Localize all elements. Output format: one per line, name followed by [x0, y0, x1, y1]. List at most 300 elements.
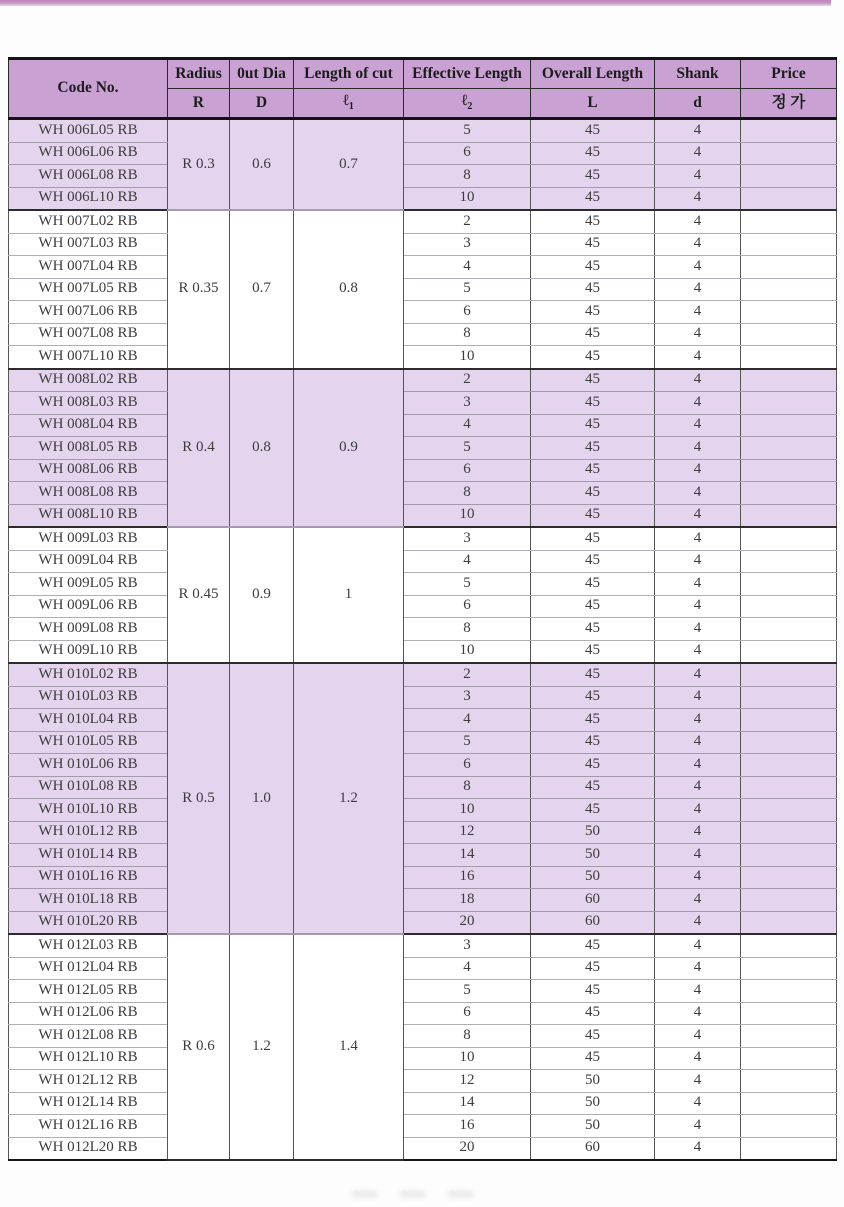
code-cell: WH 007L05 RB: [9, 278, 168, 301]
effective-length-cell: 2: [404, 210, 531, 233]
out-dia-cell: 0.9: [230, 527, 294, 663]
price-cell: [741, 663, 837, 686]
price-cell: [741, 709, 837, 732]
price-cell: [741, 187, 837, 210]
code-cell: WH 012L03 RB: [9, 934, 168, 957]
effective-length-cell: 6: [404, 459, 531, 482]
col-subheader-l2: ℓ$_2$: [404, 89, 531, 119]
col-header-effective-length: Effective Length: [404, 59, 531, 89]
code-cell: WH 012L12 RB: [9, 1070, 168, 1093]
price-cell: [741, 889, 837, 912]
price-cell: [741, 233, 837, 256]
shank-cell: 4: [655, 866, 741, 889]
price-cell: [741, 165, 837, 188]
effective-length-cell: 6: [404, 142, 531, 165]
effective-length-cell: 12: [404, 821, 531, 844]
price-cell: [741, 504, 837, 527]
code-cell: WH 012L06 RB: [9, 1002, 168, 1025]
shank-cell: 4: [655, 754, 741, 777]
overall-length-cell: 45: [531, 414, 655, 437]
shank-cell: 4: [655, 346, 741, 369]
table-row: [9, 210, 837, 233]
table-row: [9, 1137, 837, 1160]
overall-length-cell: 45: [531, 165, 655, 188]
code-cell: WH 007L10 RB: [9, 346, 168, 369]
price-cell: [741, 731, 837, 754]
col-subheader-L: L: [531, 89, 655, 119]
overall-length-cell: 45: [531, 1002, 655, 1025]
code-cell: WH 010L04 RB: [9, 709, 168, 732]
shank-cell: 4: [655, 1025, 741, 1048]
code-cell: WH 010L06 RB: [9, 754, 168, 777]
col-header-overall-length: Overall Length: [531, 59, 655, 89]
shank-cell: 4: [655, 142, 741, 165]
out-dia-cell: 1.2: [230, 934, 294, 1160]
price-cell: [741, 1025, 837, 1048]
price-cell: [741, 210, 837, 233]
price-cell: [741, 119, 837, 143]
code-cell: WH 012L16 RB: [9, 1115, 168, 1138]
effective-length-cell: 6: [404, 595, 531, 618]
shank-cell: 4: [655, 731, 741, 754]
shank-cell: 4: [655, 686, 741, 709]
shank-cell: 4: [655, 821, 741, 844]
code-cell: WH 010L16 RB: [9, 866, 168, 889]
code-cell: WH 009L05 RB: [9, 573, 168, 596]
table-row: [9, 640, 837, 663]
overall-length-cell: 50: [531, 866, 655, 889]
price-cell: [741, 844, 837, 867]
effective-length-cell: 16: [404, 1115, 531, 1138]
price-cell: [741, 369, 837, 392]
overall-length-cell: 45: [531, 573, 655, 596]
table-row: [9, 911, 837, 934]
effective-length-cell: 8: [404, 618, 531, 641]
table-row: [9, 301, 837, 324]
code-cell: WH 010L02 RB: [9, 663, 168, 686]
effective-length-cell: 20: [404, 1137, 531, 1160]
code-cell: WH 008L03 RB: [9, 392, 168, 415]
code-cell: WH 012L04 RB: [9, 957, 168, 980]
effective-length-cell: 5: [404, 278, 531, 301]
col-header-length-of-cut: Length of cut: [294, 59, 404, 89]
shank-cell: 4: [655, 709, 741, 732]
overall-length-cell: 45: [531, 663, 655, 686]
shank-cell: 4: [655, 911, 741, 934]
effective-length-cell: 5: [404, 573, 531, 596]
price-cell: [741, 278, 837, 301]
code-cell: WH 008L02 RB: [9, 369, 168, 392]
length-of-cut-cell: 1.4: [294, 934, 404, 1160]
effective-length-cell: 3: [404, 392, 531, 415]
table-row: [9, 369, 837, 392]
table-row: [9, 256, 837, 279]
code-cell: WH 009L06 RB: [9, 595, 168, 618]
overall-length-cell: 45: [531, 640, 655, 663]
effective-length-cell: 10: [404, 1047, 531, 1070]
overall-length-cell: 50: [531, 844, 655, 867]
effective-length-cell: 3: [404, 934, 531, 957]
price-cell: [741, 821, 837, 844]
overall-length-cell: 45: [531, 301, 655, 324]
code-cell: WH 010L20 RB: [9, 911, 168, 934]
overall-length-cell: 45: [531, 459, 655, 482]
overall-length-cell: 45: [531, 618, 655, 641]
code-cell: WH 008L05 RB: [9, 437, 168, 460]
code-cell: WH 009L10 RB: [9, 640, 168, 663]
code-cell: WH 008L08 RB: [9, 482, 168, 505]
price-cell: [741, 799, 837, 822]
overall-length-cell: 45: [531, 1025, 655, 1048]
price-cell: [741, 1092, 837, 1115]
overall-length-cell: 60: [531, 889, 655, 912]
col-header-out-dia: 0ut Dia: [230, 59, 294, 89]
code-cell: WH 009L03 RB: [9, 527, 168, 550]
table-row: [9, 709, 837, 732]
price-cell: [741, 346, 837, 369]
shank-cell: 4: [655, 256, 741, 279]
price-cell: [741, 550, 837, 573]
shank-cell: 4: [655, 369, 741, 392]
code-cell: WH 009L08 RB: [9, 618, 168, 641]
top-accent-bar: [0, 0, 831, 6]
code-cell: WH 009L04 RB: [9, 550, 168, 573]
code-cell: WH 012L05 RB: [9, 980, 168, 1003]
effective-length-cell: 5: [404, 731, 531, 754]
overall-length-cell: 45: [531, 595, 655, 618]
table-row: [9, 482, 837, 505]
code-cell: WH 010L10 RB: [9, 799, 168, 822]
overall-length-cell: 60: [531, 911, 655, 934]
length-of-cut-cell: 0.7: [294, 119, 404, 211]
effective-length-cell: 14: [404, 1092, 531, 1115]
effective-length-cell: 4: [404, 256, 531, 279]
col-subheader-d: D: [230, 89, 294, 119]
overall-length-cell: 45: [531, 799, 655, 822]
price-cell: [741, 640, 837, 663]
effective-length-cell: 6: [404, 754, 531, 777]
overall-length-cell: 45: [531, 957, 655, 980]
effective-length-cell: 8: [404, 776, 531, 799]
radius-cell: R 0.35: [168, 210, 230, 369]
price-cell: [741, 459, 837, 482]
effective-length-cell: 4: [404, 550, 531, 573]
shank-cell: 4: [655, 504, 741, 527]
table-row: [9, 866, 837, 889]
effective-length-cell: 5: [404, 437, 531, 460]
code-cell: WH 007L06 RB: [9, 301, 168, 324]
overall-length-cell: 45: [531, 346, 655, 369]
overall-length-cell: 45: [531, 731, 655, 754]
col-subheader-price-kr: 정 가: [741, 89, 837, 119]
price-cell: [741, 754, 837, 777]
code-cell: WH 010L03 RB: [9, 686, 168, 709]
effective-length-cell: 10: [404, 187, 531, 210]
table-row: [9, 731, 837, 754]
shank-cell: 4: [655, 459, 741, 482]
effective-length-cell: 8: [404, 1025, 531, 1048]
effective-length-cell: 10: [404, 799, 531, 822]
table-row: [9, 527, 837, 550]
code-cell: WH 010L12 RB: [9, 821, 168, 844]
overall-length-cell: 45: [531, 934, 655, 957]
overall-length-cell: 45: [531, 686, 655, 709]
effective-length-cell: 16: [404, 866, 531, 889]
code-cell: WH 010L08 RB: [9, 776, 168, 799]
col-subheader-d-shank: d: [655, 89, 741, 119]
shank-cell: 4: [655, 437, 741, 460]
table-row: [9, 142, 837, 165]
overall-length-cell: 50: [531, 1115, 655, 1138]
effective-length-cell: 5: [404, 119, 531, 143]
price-cell: [741, 1070, 837, 1093]
table-body: [9, 119, 837, 1161]
table-row: [9, 1047, 837, 1070]
table-row: [9, 165, 837, 188]
overall-length-cell: 45: [531, 187, 655, 210]
shank-cell: 4: [655, 1047, 741, 1070]
effective-length-cell: 20: [404, 911, 531, 934]
code-cell: WH 007L03 RB: [9, 233, 168, 256]
price-cell: [741, 527, 837, 550]
table-header: [9, 59, 837, 119]
table-row: [9, 980, 837, 1003]
price-cell: [741, 256, 837, 279]
shank-cell: 4: [655, 573, 741, 596]
table-row: [9, 595, 837, 618]
shank-cell: 4: [655, 414, 741, 437]
price-cell: [741, 437, 837, 460]
effective-length-cell: 8: [404, 165, 531, 188]
price-cell: [741, 776, 837, 799]
price-cell: [741, 686, 837, 709]
overall-length-cell: 45: [531, 142, 655, 165]
shank-cell: 4: [655, 233, 741, 256]
code-cell: WH 008L06 RB: [9, 459, 168, 482]
price-cell: [741, 618, 837, 641]
table-row: [9, 550, 837, 573]
code-cell: WH 010L14 RB: [9, 844, 168, 867]
shank-cell: 4: [655, 980, 741, 1003]
code-cell: WH 006L06 RB: [9, 142, 168, 165]
radius-cell: R 0.4: [168, 369, 230, 528]
shank-cell: 4: [655, 844, 741, 867]
shank-cell: 4: [655, 278, 741, 301]
col-subheader-r: R: [168, 89, 230, 119]
table-row: [9, 346, 837, 369]
product-spec-table: [8, 57, 837, 1161]
table-row: [9, 1002, 837, 1025]
radius-cell: R 0.45: [168, 527, 230, 663]
code-cell: WH 006L05 RB: [9, 119, 168, 143]
price-cell: [741, 414, 837, 437]
shank-cell: 4: [655, 1070, 741, 1093]
effective-length-cell: 14: [404, 844, 531, 867]
shank-cell: 4: [655, 889, 741, 912]
code-cell: WH 007L08 RB: [9, 323, 168, 346]
shank-cell: 4: [655, 799, 741, 822]
price-cell: [741, 1047, 837, 1070]
shank-cell: 4: [655, 1115, 741, 1138]
out-dia-cell: 0.8: [230, 369, 294, 528]
table-row: [9, 459, 837, 482]
effective-length-cell: 8: [404, 482, 531, 505]
effective-length-cell: 18: [404, 889, 531, 912]
effective-length-cell: 3: [404, 686, 531, 709]
table-row: [9, 1025, 837, 1048]
table-row: [9, 1070, 837, 1093]
effective-length-cell: 10: [404, 640, 531, 663]
price-cell: [741, 482, 837, 505]
table-row: [9, 1092, 837, 1115]
col-subheader-l1: ℓ$_1$: [294, 89, 404, 119]
overall-length-cell: 45: [531, 709, 655, 732]
col-header-code-no: Code No.: [9, 59, 168, 119]
shank-cell: 4: [655, 482, 741, 505]
effective-length-cell: 2: [404, 663, 531, 686]
effective-length-cell: 10: [404, 346, 531, 369]
code-cell: WH 012L14 RB: [9, 1092, 168, 1115]
shank-cell: 4: [655, 323, 741, 346]
table-row: [9, 437, 837, 460]
table-row: [9, 323, 837, 346]
shank-cell: 4: [655, 595, 741, 618]
code-cell: WH 012L10 RB: [9, 1047, 168, 1070]
code-cell: WH 008L10 RB: [9, 504, 168, 527]
overall-length-cell: 45: [531, 278, 655, 301]
overall-length-cell: 45: [531, 550, 655, 573]
overall-length-cell: 45: [531, 437, 655, 460]
table-row: [9, 799, 837, 822]
shank-cell: 4: [655, 187, 741, 210]
radius-cell: R 0.3: [168, 119, 230, 211]
effective-length-cell: 4: [404, 709, 531, 732]
overall-length-cell: 45: [531, 1047, 655, 1070]
table-row: [9, 889, 837, 912]
price-cell: [741, 1115, 837, 1138]
price-cell: [741, 301, 837, 324]
table-row: [9, 821, 837, 844]
col-header-price: Price: [741, 59, 837, 89]
overall-length-cell: 45: [531, 256, 655, 279]
shank-cell: 4: [655, 119, 741, 143]
table-row: [9, 618, 837, 641]
shank-cell: 4: [655, 301, 741, 324]
code-cell: WH 006L10 RB: [9, 187, 168, 210]
radius-cell: R 0.5: [168, 663, 230, 934]
code-cell: WH 012L08 RB: [9, 1025, 168, 1048]
price-cell: [741, 934, 837, 957]
effective-length-cell: 6: [404, 1002, 531, 1025]
shank-cell: 4: [655, 957, 741, 980]
table-row: [9, 504, 837, 527]
effective-length-cell: 10: [404, 504, 531, 527]
table-row: [9, 278, 837, 301]
effective-length-cell: 8: [404, 323, 531, 346]
overall-length-cell: 45: [531, 233, 655, 256]
shank-cell: 4: [655, 640, 741, 663]
code-cell: WH 010L18 RB: [9, 889, 168, 912]
overall-length-cell: 60: [531, 1137, 655, 1160]
table-row: [9, 663, 837, 686]
length-of-cut-cell: 1: [294, 527, 404, 663]
length-of-cut-cell: 0.8: [294, 210, 404, 369]
table-row: [9, 414, 837, 437]
shank-cell: 4: [655, 934, 741, 957]
table-row: [9, 119, 837, 143]
price-cell: [741, 595, 837, 618]
table-row: [9, 754, 837, 777]
code-cell: WH 007L02 RB: [9, 210, 168, 233]
table-row: [9, 957, 837, 980]
price-cell: [741, 911, 837, 934]
effective-length-cell: 3: [404, 233, 531, 256]
code-cell: WH 006L08 RB: [9, 165, 168, 188]
code-cell: WH 012L20 RB: [9, 1137, 168, 1160]
effective-length-cell: 5: [404, 980, 531, 1003]
price-cell: [741, 1137, 837, 1160]
table-row: [9, 233, 837, 256]
price-cell: [741, 573, 837, 596]
overall-length-cell: 45: [531, 210, 655, 233]
page-footer-smudge: [352, 1190, 512, 1202]
effective-length-cell: 4: [404, 957, 531, 980]
col-header-radius: Radius: [168, 59, 230, 89]
length-of-cut-cell: 0.9: [294, 369, 404, 528]
radius-cell: R 0.6: [168, 934, 230, 1160]
overall-length-cell: 45: [531, 392, 655, 415]
effective-length-cell: 2: [404, 369, 531, 392]
table-row: [9, 1115, 837, 1138]
effective-length-cell: 4: [404, 414, 531, 437]
out-dia-cell: 0.7: [230, 210, 294, 369]
shank-cell: 4: [655, 663, 741, 686]
shank-cell: 4: [655, 392, 741, 415]
shank-cell: 4: [655, 618, 741, 641]
overall-length-cell: 50: [531, 1092, 655, 1115]
effective-length-cell: 3: [404, 527, 531, 550]
shank-cell: 4: [655, 1002, 741, 1025]
shank-cell: 4: [655, 550, 741, 573]
shank-cell: 4: [655, 527, 741, 550]
table-row: [9, 573, 837, 596]
overall-length-cell: 45: [531, 504, 655, 527]
price-cell: [741, 1002, 837, 1025]
overall-length-cell: 45: [531, 369, 655, 392]
overall-length-cell: 45: [531, 119, 655, 143]
overall-length-cell: 45: [531, 980, 655, 1003]
effective-length-cell: 12: [404, 1070, 531, 1093]
table-row: [9, 776, 837, 799]
code-cell: WH 010L05 RB: [9, 731, 168, 754]
length-of-cut-cell: 1.2: [294, 663, 404, 934]
shank-cell: 4: [655, 1092, 741, 1115]
shank-cell: 4: [655, 165, 741, 188]
overall-length-cell: 45: [531, 754, 655, 777]
col-header-shank: Shank: [655, 59, 741, 89]
table-row: [9, 844, 837, 867]
price-cell: [741, 866, 837, 889]
overall-length-cell: 45: [531, 527, 655, 550]
shank-cell: 4: [655, 210, 741, 233]
code-cell: WH 007L04 RB: [9, 256, 168, 279]
overall-length-cell: 45: [531, 776, 655, 799]
price-cell: [741, 142, 837, 165]
table-row: [9, 187, 837, 210]
shank-cell: 4: [655, 776, 741, 799]
overall-length-cell: 45: [531, 482, 655, 505]
overall-length-cell: 50: [531, 1070, 655, 1093]
